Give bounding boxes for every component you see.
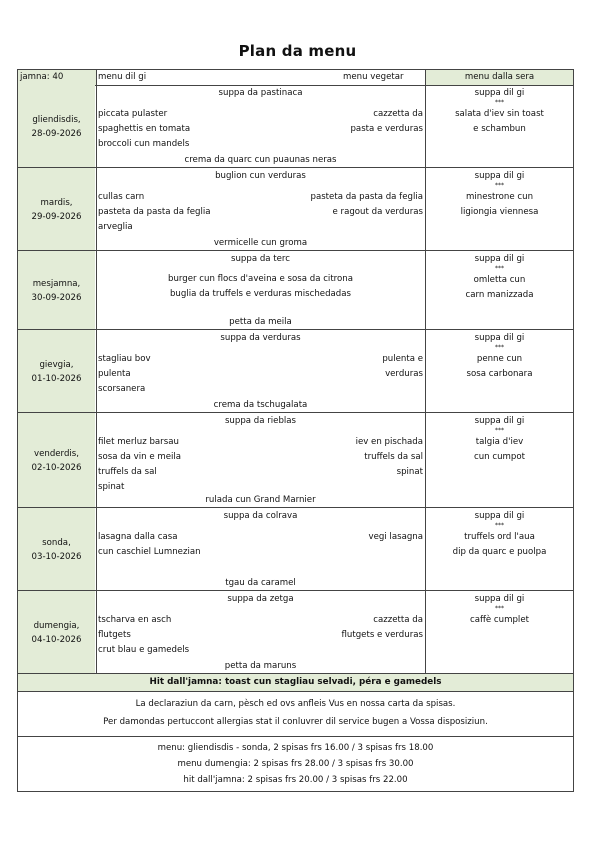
menu-table	[17, 69, 574, 792]
separator-stars: ***	[495, 99, 504, 106]
dessert: vermicelle cun groma	[213, 238, 308, 248]
main-dish: crut blau e gamedels	[98, 645, 190, 655]
column-divider	[425, 70, 426, 85]
page-title: Plan da menu	[238, 42, 357, 60]
day-date: 30-09-2026	[31, 292, 82, 303]
dessert: crema da quarc cun puaunas neras	[184, 155, 337, 165]
divider	[18, 736, 573, 737]
veg-dish: pasta e verduras	[350, 124, 423, 134]
veg-dish: cazzetta da	[373, 109, 423, 119]
separator-stars: ***	[495, 427, 504, 434]
table-header	[18, 70, 573, 86]
main-dish: scorsanera	[98, 384, 146, 394]
main-dish: piccata pulaster	[98, 109, 168, 119]
day-cell	[18, 330, 95, 413]
row-divider	[18, 167, 573, 168]
column-divider	[96, 70, 97, 674]
evening-soup: suppa dil gi	[474, 333, 525, 343]
evening-dish: omletta cun	[473, 275, 526, 285]
column-divider	[425, 70, 426, 674]
veg-dish: verduras	[385, 369, 423, 379]
day-name: venderdis,	[34, 448, 79, 459]
week-label: jamna: 40	[18, 70, 96, 85]
main-dish: filet merluz barsau	[98, 437, 179, 447]
note-allergies: Per damondas pertuccont allergias stat il conluvrer dil service bugen a Vossa disposiziun.	[103, 717, 488, 727]
row-divider	[18, 507, 573, 508]
price-hit: hit dall'jamna: 2 spisas frs 20.00 / 3 spisas frs 22.00	[183, 775, 408, 785]
main-dish: pulenta	[98, 369, 131, 379]
menu-of-day-header: menu dil gi	[98, 72, 147, 82]
day-name: gievgia,	[39, 359, 74, 370]
soup-of-day: suppa da pastinaca	[218, 88, 303, 98]
evening-soup: suppa dil gi	[474, 171, 525, 181]
day-date: 28-09-2026	[31, 128, 82, 139]
soup-of-day: suppa da colrava	[223, 511, 298, 521]
evening-dish: carn manizzada	[465, 290, 534, 300]
main-dish: arveglia	[98, 222, 133, 232]
day-name: mesjamna,	[32, 278, 81, 289]
main-dish: burger cun flocs d'aveina e sosa da citrona	[167, 274, 353, 284]
dessert: petta da maruns	[224, 661, 297, 671]
dessert: tgau da caramel	[225, 578, 296, 588]
row-divider	[18, 250, 573, 251]
veg-dish: e ragout da verduras	[332, 207, 423, 217]
day-name: mardis,	[40, 197, 73, 208]
evening-soup: suppa dil gi	[474, 511, 525, 521]
price-sunday: menu dumengia: 2 spisas frs 28.00 / 3 spisas frs 30.00	[177, 759, 414, 769]
evening-dish: e schambun	[473, 124, 526, 134]
row-divider	[18, 590, 573, 591]
veg-dish: spinat	[396, 467, 423, 477]
main-dish: spinat	[98, 482, 125, 492]
day-name: sonda,	[42, 537, 71, 548]
veg-dish: flutgets e verduras	[341, 630, 423, 640]
evening-dish: ligiongia viennesa	[460, 207, 539, 217]
evening-dish: salata d'iev sin toast	[455, 109, 544, 119]
main-dish: spaghettis en tomata	[98, 124, 191, 134]
main-dish: cullas carn	[98, 192, 145, 202]
soup-of-day: suppa da zetga	[227, 594, 294, 604]
evening-dish: talgia d'iev	[475, 437, 524, 447]
evening-dish: cun cumpot	[474, 452, 525, 462]
soup-of-day: suppa da terc	[230, 254, 290, 264]
main-dish: truffels da sal	[98, 467, 157, 477]
day-date: 02-10-2026	[31, 462, 82, 473]
veg-dish: vegi lasagna	[368, 532, 423, 542]
veg-dish: pasteta da pasta da feglia	[310, 192, 423, 202]
main-dish: sosa da vin e meila	[98, 452, 182, 462]
main-dish: broccoli cun mandels	[98, 139, 190, 149]
evening-dish: caffè cumplet	[470, 615, 529, 625]
evening-dish: dip da quarc e puolpa	[452, 547, 547, 557]
separator-stars: ***	[495, 344, 504, 351]
day-name: gliendisdis,	[32, 114, 81, 125]
dessert: crema da tschugalata	[213, 400, 308, 410]
day-date: 01-10-2026	[31, 373, 82, 384]
separator-stars: ***	[495, 522, 504, 529]
evening-dish: penne cun	[476, 354, 523, 364]
price-weekday: menu: gliendisdis - sonda, 2 spisas frs 16.00 / 3 spisas frs 18.00	[157, 743, 434, 753]
evening-soup: suppa dil gi	[474, 594, 525, 604]
evening-dish: sosa carbonara	[466, 369, 533, 379]
veg-dish: iev en pischada	[355, 437, 423, 447]
note-meat-declaration: La declaraziun da carn, pèsch ed ovs anfleis Vus en nossa carta da spisas.	[135, 699, 456, 709]
day-cell	[18, 168, 95, 251]
day-cell	[18, 85, 95, 168]
day-date: 29-09-2026	[31, 211, 82, 222]
evening-soup: suppa dil gi	[474, 416, 525, 426]
dessert: petta da meila	[229, 317, 292, 327]
veg-dish: cazzetta da	[373, 615, 423, 625]
main-dish: lasagna dalla casa	[98, 532, 178, 542]
evening-soup: suppa dil gi	[474, 254, 525, 264]
divider	[18, 691, 573, 692]
evening-dish: minestrone cun	[465, 192, 534, 202]
soup-of-day: suppa da verduras	[220, 333, 301, 343]
evening-soup: suppa dil gi	[474, 88, 525, 98]
row-divider	[18, 412, 573, 413]
day-cell	[18, 251, 95, 330]
separator-stars: ***	[495, 265, 504, 272]
main-dish: tscharva en asch	[98, 615, 172, 625]
dessert: rulada cun Grand Marnier	[205, 495, 316, 505]
veg-menu-header: menu vegetar	[343, 72, 404, 82]
soup-of-day: suppa da rieblas	[224, 416, 297, 426]
separator-stars: ***	[495, 605, 504, 612]
hit-of-week: Hit dall'jamna: toast cun stagliau selvadi, péra e gamedels	[18, 674, 573, 691]
evening-menu-header: menu dalla sera	[426, 70, 573, 85]
day-cell	[18, 413, 95, 508]
day-date: 04-10-2026	[31, 634, 82, 645]
day-cell	[18, 591, 95, 674]
main-dish: cun caschiel Lumnezian	[98, 547, 201, 557]
main-dish: stagliau bov	[98, 354, 151, 364]
veg-dish: pulenta e	[382, 354, 423, 364]
day-date: 03-10-2026	[31, 551, 82, 562]
row-divider	[18, 329, 573, 330]
soup-of-day: buglion cun verduras	[215, 171, 306, 181]
day-cell	[18, 508, 95, 591]
main-dish: buglia da truffels e verduras mischedadas	[169, 289, 352, 299]
main-dish: pasteta da pasta da feglia	[98, 207, 211, 217]
veg-dish: truffels da sal	[364, 452, 423, 462]
day-name: dumengia,	[33, 620, 80, 631]
evening-dish: truffels ord l'aua	[464, 532, 535, 542]
main-dish: flutgets	[98, 630, 131, 640]
separator-stars: ***	[495, 182, 504, 189]
